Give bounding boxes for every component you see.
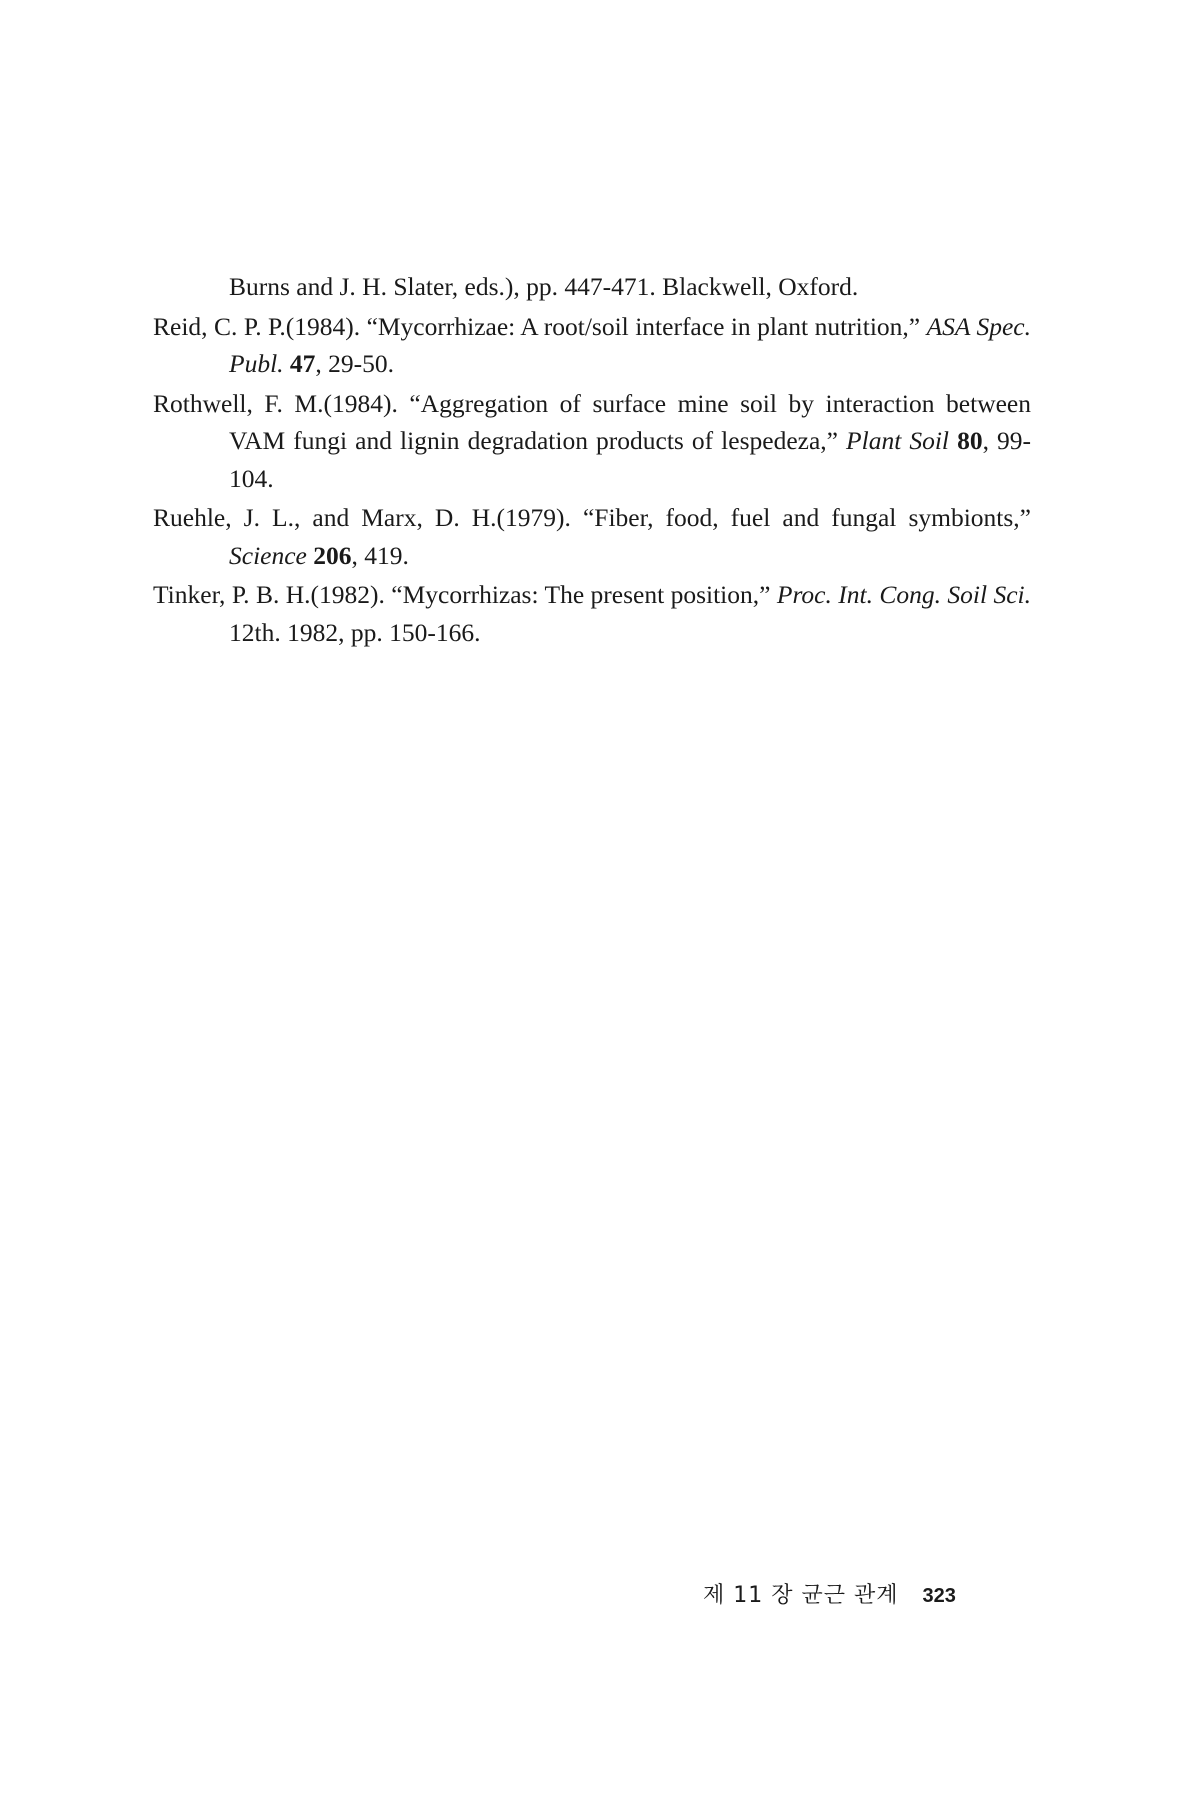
reference-text-normal: 12th. 1982, pp. 150-166. [229, 617, 481, 647]
reference-text-italic: Science [229, 540, 307, 570]
reference-text-normal: Tinker, P. B. H.(1982). “Mycorrhizas: The present position,” [153, 580, 777, 609]
reference-text-bold: 47 [289, 349, 316, 378]
reference-text-normal: Rothwell, F. M.(1984). “Aggregation of surface mine soil by interaction between VAM fungi and lignin degradation products of lespedeza,” [153, 388, 1031, 455]
reference-list [153, 268, 1031, 651]
page-footer [703, 1578, 956, 1609]
reference-text-normal: Burns and J. H. Slater, eds.), pp. 447-471. Blackwell, Oxford. [229, 272, 859, 301]
reference-entry [153, 268, 1031, 306]
reference-text-normal: Ruehle, J. L., and Marx, D. H.(1979). “Fiber, food, fuel and fungal symbionts,” [153, 503, 1031, 532]
reference-entry [153, 385, 1031, 498]
reference-text-normal [949, 426, 957, 455]
reference-text-normal: , 419. [351, 540, 409, 570]
reference-text-bold: 80 [957, 426, 983, 455]
reference-text-italic: Proc. Int. Cong. Soil Sci. [776, 580, 1032, 609]
reference-text-normal: , 99-104. [229, 426, 1032, 493]
reference-entry [153, 499, 1031, 574]
reference-text-bold: 206 [313, 540, 352, 570]
chapter-title: 제 11 장 균근 관계 [703, 1583, 899, 1608]
reference-text-normal: Reid, C. P. P.(1984). “Mycorrhizae: A root/soil interface in plant nutrition,” [153, 311, 927, 341]
page-number: 323 [922, 1585, 956, 1607]
reference-text-italic: Plant Soil [846, 426, 950, 455]
reference-entry [153, 308, 1031, 383]
reference-entry [153, 576, 1031, 651]
reference-text-italic: ASA Spec. Publ. [229, 311, 1031, 378]
reference-text-normal: , 29-50. [315, 349, 395, 378]
